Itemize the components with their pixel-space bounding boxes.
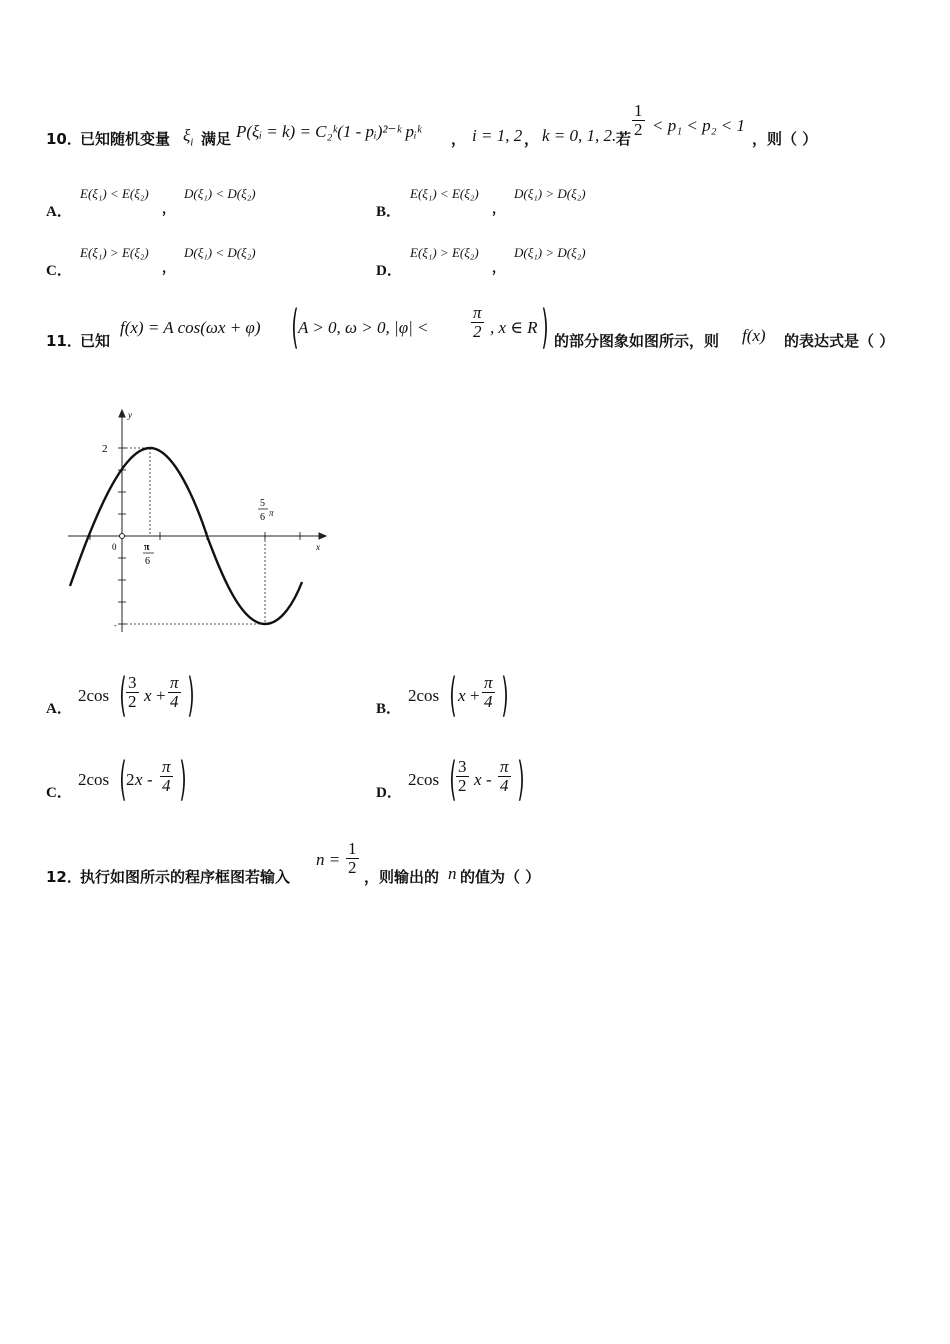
function-definition: f(x) = A cos(ωx + φ)	[120, 318, 261, 337]
comma: ，	[162, 260, 176, 275]
p-inequality: < p₁ < p₂ < 1	[652, 116, 745, 135]
y-axis-arrow	[119, 410, 125, 417]
stem-text: ，则输出的	[364, 868, 440, 886]
right-paren-large: )	[541, 300, 549, 354]
expectation-compare: E(ξ₁) > E(ξ₂)	[410, 245, 479, 260]
min-label: -	[114, 621, 117, 630]
left-paren-large: (	[291, 300, 299, 354]
expectation-compare: E(ξ₁) < E(ξ₂)	[80, 186, 149, 201]
n-assign: n =	[316, 850, 341, 869]
question-number: 10．	[46, 130, 82, 148]
stem-tail: ，则（ ）	[752, 130, 818, 148]
question-number: 12．	[46, 868, 82, 886]
tick-5pi-6-pi: π	[269, 508, 274, 518]
expectation-compare: E(ξ₁) < E(ξ₂)	[410, 186, 479, 201]
x-axis-label: x	[316, 542, 320, 552]
option-label: C．	[46, 785, 72, 801]
variable-xi: $\xi_i$	[183, 126, 194, 149]
origin-label: 0	[112, 542, 117, 552]
tick-5pi-6-num: 5	[260, 498, 265, 509]
variance-compare: D(ξ₁) > D(ξ₂)	[514, 245, 586, 260]
option-label: D．	[376, 785, 402, 801]
max-label: 2	[102, 443, 108, 455]
cosine-graph	[60, 400, 340, 640]
option-label: B．	[376, 701, 402, 717]
comma: ，	[492, 201, 506, 216]
x-axis-arrow	[319, 533, 326, 539]
stem-text: 已知	[80, 332, 111, 350]
option-label: A．	[46, 204, 72, 220]
comma: ，	[524, 130, 540, 148]
y-axis-label: y	[128, 410, 132, 420]
stem-text: 若	[616, 130, 632, 148]
question-number: 11．	[46, 332, 82, 350]
fraction-half: $\frac{1}{2}$	[634, 101, 643, 139]
comma: ，	[451, 130, 467, 148]
option-label: D．	[376, 263, 402, 279]
comma: ，	[162, 201, 176, 216]
stem-tail: 的表达式是（ ）	[784, 332, 895, 350]
variance-compare: D(ξ₁) < D(ξ₂)	[184, 245, 256, 260]
tick-pi-6-num: π	[144, 542, 150, 553]
expectation-compare: E(ξ₁) > E(ξ₂)	[80, 245, 149, 260]
stem-tail: 的值为（ ）	[460, 868, 541, 886]
fraction-half: $\frac{1}{2}$	[348, 839, 357, 877]
condition-b: , x ∈ R	[490, 318, 538, 337]
origin-dot	[120, 534, 125, 539]
option-label: B．	[376, 204, 402, 220]
stem-text: 执行如图所示的程序框图若输入	[80, 868, 291, 886]
k-range: k = 0, 1, 2.	[542, 126, 617, 145]
option-label: C．	[46, 263, 72, 279]
variance-compare: D(ξ₁) > D(ξ₂)	[514, 186, 586, 201]
n-output: n	[448, 864, 457, 883]
comma: ，	[492, 260, 506, 275]
stem-text: 满足	[201, 130, 232, 148]
stem-text: 的部分图象如图所示，则	[554, 332, 720, 350]
variance-compare: D(ξ₁) < D(ξ₂)	[184, 186, 256, 201]
probability-formula: P(ξᵢ = k) = C₂ᵏ(1 - pᵢ)²⁻ᵏ pᵢᵏ	[236, 122, 422, 141]
fraction-pi-2: $\frac{\pi}{2}$	[473, 303, 482, 341]
i-range: i = 1, 2	[472, 126, 523, 145]
tick-pi-6-den: 6	[145, 556, 150, 567]
function-fx: f(x)	[742, 326, 766, 345]
condition-a: A > 0, ω > 0, |φ| <	[298, 318, 429, 337]
tick-5pi-6-den: 6	[260, 512, 265, 523]
option-label: A．	[46, 701, 72, 717]
stem-text: 已知随机变量	[80, 130, 171, 148]
